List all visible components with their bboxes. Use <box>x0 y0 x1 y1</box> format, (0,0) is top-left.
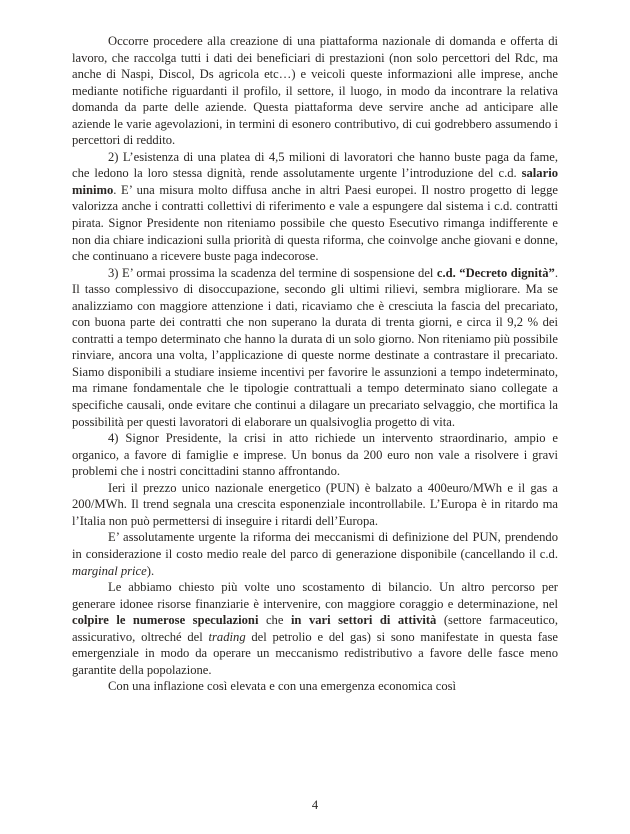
paragraph <box>72 678 558 695</box>
text-run: del petrolio e del gas) si sono manifestate in questa fase emergenziale in modo da operare un meccanismo redistributivo a favore delle fasce meno garantite della popolazione. <box>72 629 559 677</box>
paragraph <box>72 33 558 149</box>
bold-run: colpire le numerose speculazioni <box>72 613 259 628</box>
text-run: 2) L’esistenza di una platea di 4,5 milioni di lavoratori che hanno buste paga da fame, che ledono la loro stessa dignità, rende assolutamente urgente l’introduzione del c.d. <box>72 149 558 181</box>
text-run: Occorre procedere alla creazione di una piattaforma nazionale di domanda e offerta di lavoro, che raccolga tutti i dati dei beneficiari di prestazioni (non solo percettori del Rdc, ma anche di Naspi, Discol, Ds agricola etc…) e veicoli queste informazioni alle imprese, anche mediante notifiche riguardanti il profilo, il settore, il luogo, in modo da incontrare la relativa domanda da parte delle aziende. Questa piattaforma deve servire anche ad anticipare alle aziende le varie agevolazioni, in termini di esonero contributivo, di cui godrebbero assumendo i percettori di reddito. <box>72 34 558 148</box>
text-run: 3) E’ ormai prossima la scadenza del termine di sospensione del <box>108 265 437 280</box>
paragraph <box>72 579 558 678</box>
paragraph <box>72 149 558 265</box>
bold-run: salario minimo <box>72 166 558 197</box>
paragraph-list <box>72 33 558 695</box>
text-run: ). <box>146 563 155 578</box>
italic-run: trading <box>208 629 246 644</box>
text-run: . Il tasso complessivo di disoccupazione, secondo gli ultimi rilievi, sembra migliorare. Ma se analizziamo con maggiore attenzione i dati, ricaviamo che è cresciuta la fascia del precariato, con buona parte dei contratti che non superano la durata di trenta giorni, e circa il 9,2 % dei contratti a tempo determinato che hanno la durata di un solo giorno. Non riteniamo più possibile rinviare, ancora una volta, l’applicazione di queste norme destinate a contrastare il precariato. Siamo disponibili a studiare insieme incentivi per favorire le assunzioni a tempo indeterminato, ma rimane fondamentale che le tipologie contrattuali a tempo determinato siano collegate a specifiche causali, onde evitare che continui a dilagare un precariato selvaggio, che mortifica la possibilità per questi lavoratori di elaborare un qualsivoglia progetto di vita. <box>72 265 558 429</box>
italic-run: marginal price <box>72 563 147 578</box>
page-number: 4 <box>311 798 319 812</box>
text-run: (settore farmaceutico, assicurativo, oltreché del <box>72 613 558 644</box>
paragraph <box>72 480 558 530</box>
paragraph <box>72 529 558 579</box>
paragraph <box>72 430 558 480</box>
text-run: . E’ una misura molto diffusa anche in altri Paesi europei. Il nostro progetto di legge valorizza anche i contratti collettivi di riferimento e vale a espungere dal sistema i c.d. contratti pirata. Signor Presidente non riteniamo possibile che questo Esecutivo rimanga indifferente e non dia chiare indicazioni sulla priorità di questa riforma, che coinvolge anche giovani e donne, che continuano a ricevere buste paga indecorose. <box>72 182 558 264</box>
text-run: Le abbiamo chiesto più volte uno scostamento di bilancio. Un altro percorso per generare idonee risorse finanziarie è intervenire, con maggiore coraggio e determinazione, nel <box>72 580 558 611</box>
paragraph <box>72 265 558 430</box>
document-text-column <box>72 33 558 695</box>
bold-run: in vari settori di attività <box>290 613 437 628</box>
text-run: Con una inflazione così elevata e con una emergenza economica così <box>108 679 457 694</box>
text-run: che <box>258 613 291 628</box>
text-run: Ieri il prezzo unico nazionale energetico (PUN) è balzato a 400euro/MWh e il gas a 200/MWh. Il trend segnala una crescita esponenziale incontrollabile. L’Europa è in ritardo ma l’Italia non può permettersi di inseguire i ritardi dell’Europa. <box>72 480 558 528</box>
text-run: 4) Signor Presidente, la crisi in atto richiede un intervento straordinario, ampio e organico, a favore di famiglie e imprese. Un bonus da 200 euro non vale a risolvere i gravi problemi che i nostri concittadini stanno affrontando. <box>72 431 558 479</box>
text-run: E’ assolutamente urgente la riforma dei meccanismi di definizione del PUN, prendendo in considerazione il costo medio reale del parco di generazione disponibile (cancellando il c.d. <box>72 530 558 561</box>
bold-run: c.d. “Decreto dignità” <box>436 265 555 280</box>
